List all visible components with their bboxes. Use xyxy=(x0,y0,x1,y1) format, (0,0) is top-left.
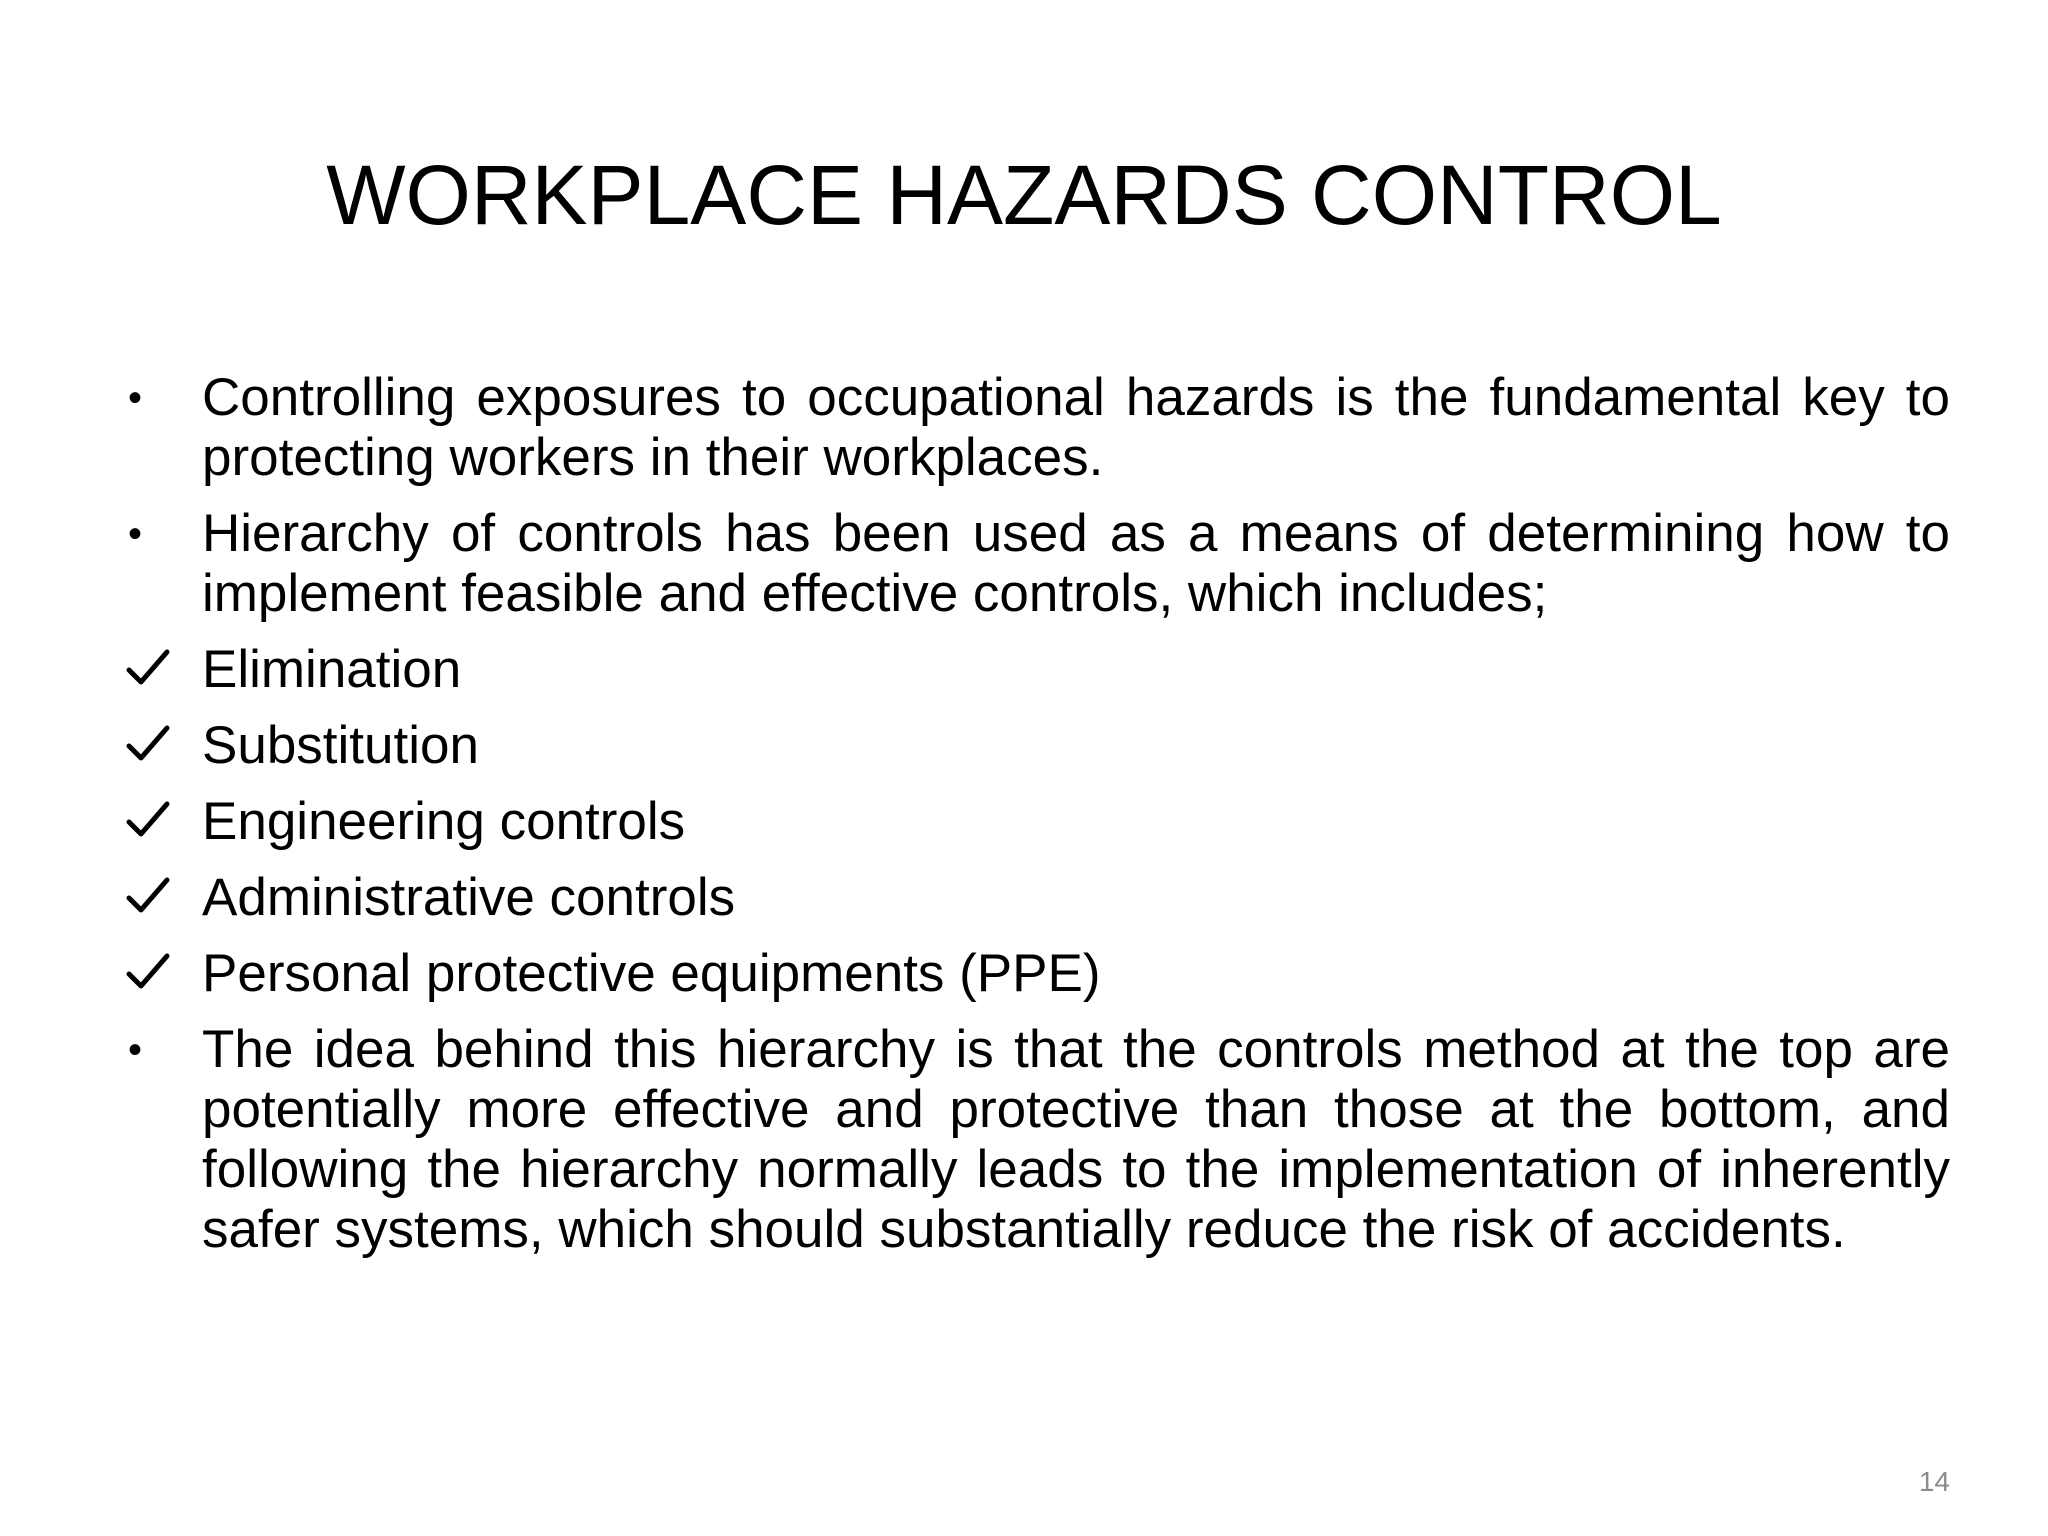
checkmark-icon xyxy=(126,944,186,1004)
list-item xyxy=(120,1020,1950,1260)
list-item xyxy=(120,868,1950,928)
list-item-text: Controlling exposures to occupational hazards is the fundamental key to protecting workers in their workplaces. xyxy=(202,368,1950,487)
list-item-text: Administrative controls xyxy=(202,868,736,927)
list-item-text: Substitution xyxy=(202,716,479,775)
list-item-text: Engineering controls xyxy=(202,792,686,851)
list-item xyxy=(120,640,1950,700)
list-item xyxy=(120,944,1950,1004)
list-item xyxy=(120,368,1950,488)
checkmark-icon xyxy=(126,716,186,776)
slide-title: WORKPLACE HAZARDS CONTROL xyxy=(326,148,1722,242)
list-item xyxy=(120,504,1950,624)
checkmark-icon xyxy=(126,640,186,700)
list-item-text: Elimination xyxy=(202,640,462,699)
page-number: 14 xyxy=(1918,1466,1950,1497)
bullet-dot-icon: • xyxy=(128,376,143,420)
list-item-text: Personal protective equipments (PPE) xyxy=(202,944,1101,1003)
checkmark-icon xyxy=(126,868,186,928)
checkmark-icon xyxy=(126,792,186,852)
list-item xyxy=(120,716,1950,776)
bullet-dot-icon: • xyxy=(128,1028,143,1072)
list-item xyxy=(120,792,1950,852)
list-item-text: The idea behind this hierarchy is that the controls method at the top are potentially more effective and protective than those at the bottom, and following the hierarchy normally leads to the implementation of inherently safer systems, which should substantially reduce the risk of accidents. xyxy=(202,1020,1950,1259)
bullet-dot-icon: • xyxy=(128,512,143,556)
list-item-text: Hierarchy of controls has been used as a means of determining how to implement feasible and effective controls, which includes; xyxy=(202,504,1950,623)
bullet-list xyxy=(120,368,1950,1276)
